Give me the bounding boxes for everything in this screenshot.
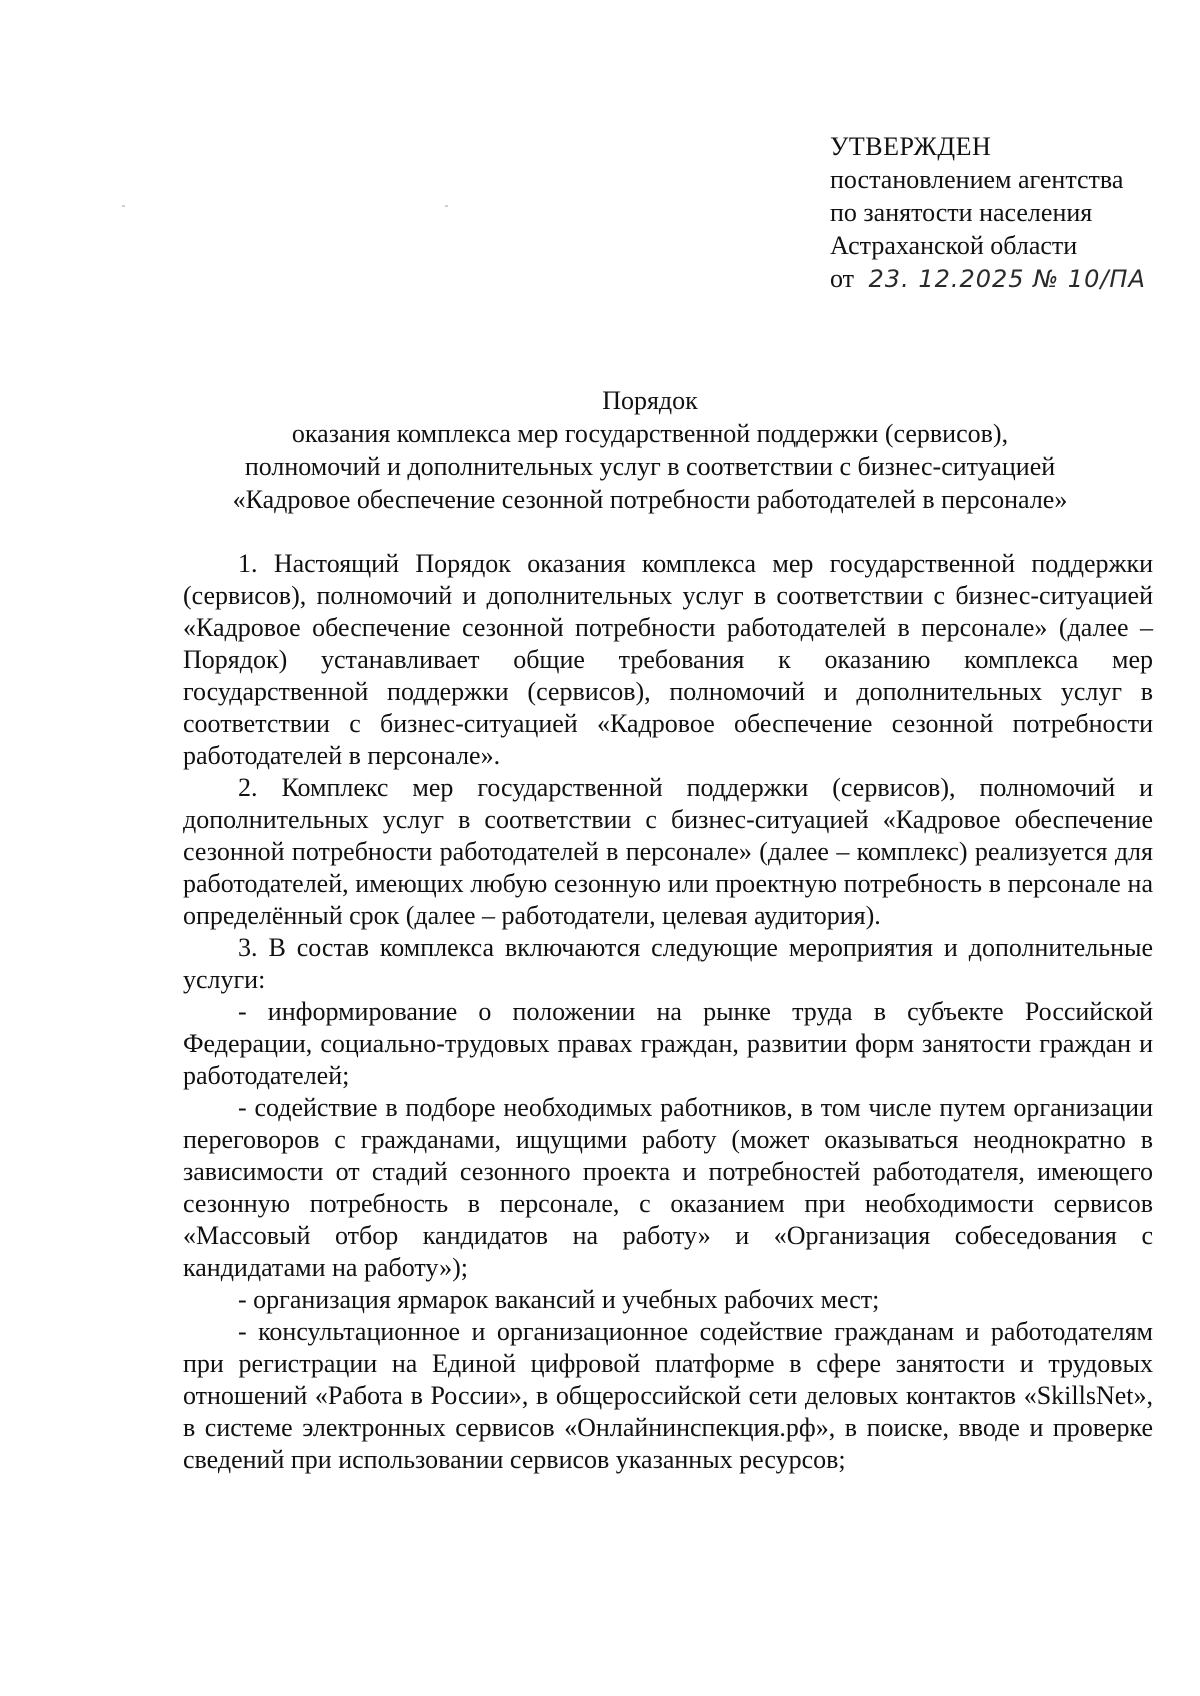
document-body	[183, 548, 1153, 1476]
approval-date-prefix: от	[830, 264, 855, 293]
document-subtitle-line: полномочий и дополнительных услуг в соответствии с бизнес-ситуацией	[244, 452, 1056, 481]
list-item-recruitment: - содействие в подборе необходимых работников, в том числе путем организации переговоров с гражданами, ищущими работу (может оказываться неоднократно в зависимости от стадий сезонного проекта и потребностей работодателя, имеющего сезонную потребность в персонале, с оказанием при необходимости сервисов «Массовый отбор кандидатов на работу» и «Организация собеседования с кандидатами на работу»);	[183, 1093, 1153, 1282]
scan-speck	[445, 205, 448, 207]
approval-line-2: по занятости населения	[830, 198, 1093, 227]
list-item-informing: - информирование о положении на рынке труда в субъекте Российской Федерации, социально-трудовых правах граждан, развитии форм занятости граждан и работодателей;	[183, 997, 1153, 1090]
approval-date-line	[830, 262, 1170, 296]
paragraph-2: 2. Комплекс мер государственной поддержки (сервисов), полномочий и дополнительных услуг в соответствии с бизнес-ситуацией «Кадровое обеспечение сезонной потребности работодателей в персонале» (далее – комплекс) реализуется для работодателей, имеющих любую сезонную или проектную потребность в персонале на определённый срок (далее – работодатели, целевая аудитория).	[183, 773, 1153, 930]
handwritten-date-number: 23. 12.2025 № 10/ПА	[868, 265, 1146, 293]
paragraph-1: 1. Настоящий Порядок оказания комплекса мер государственной поддержки (сервисов), полномочий и дополнительных услуг в соответствии с бизнес-ситуацией «Кадровое обеспечение сезонной потребности работодателей в персонале» (далее – Порядок) устанавливает общие требования к оказанию комплекса мер государственной поддержки (сервисов), полномочий и дополнительных услуг в соответствии с бизнес-ситуацией «Кадровое обеспечение сезонной потребности работодателей в персонале».	[183, 549, 1153, 770]
scan-speck	[122, 205, 125, 207]
list-item-registration-help: - консультационное и организационное содействие гражданам и работодателям при регистрации на Единой цифровой платформе в сфере занятости и трудовых отношений «Работа в России», в общероссийской сети деловых контактов «SkillsNet», в системе электронных сервисов «Онлайнинспекция.рф», в поиске, вводе и проверке сведений при использовании сервисов указанных ресурсов;	[183, 1317, 1153, 1474]
document-subtitle-line: оказания комплекса мер государственной поддержки (сервисов),	[291, 419, 1009, 448]
approval-heading: УТВЕРЖДЕН	[830, 132, 992, 161]
list-item-job-fairs: - организация ярмарок вакансий и учебных рабочих мест;	[238, 1285, 880, 1314]
document-subtitle-line: «Кадровое обеспечение сезонной потребности работодателей в персонале»	[232, 485, 1068, 514]
document-title-block	[150, 384, 1150, 516]
document-title: Порядок	[602, 386, 698, 415]
approval-stamp	[830, 130, 1170, 296]
approval-line-1: постановлением агентства	[830, 165, 1124, 194]
approval-line-3: Астраханской области	[830, 231, 1078, 260]
paragraph-3: 3. В состав комплекса включаются следующие мероприятия и дополнительные услуги:	[183, 933, 1153, 994]
